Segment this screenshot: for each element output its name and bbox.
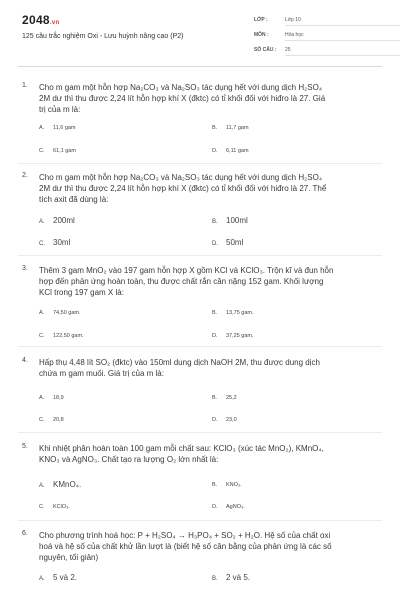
question-number: 2. (22, 172, 28, 179)
option-text: 20,8 (53, 417, 64, 423)
option-text: KMnO₄. (53, 480, 82, 489)
option-label: C. (39, 241, 45, 247)
question-number: 4. (22, 357, 28, 364)
option-text: 6,11 gam (226, 148, 249, 154)
option-text: 11,6 gam (53, 125, 76, 131)
question-line: Thêm 3 gam MnO₂ vào 197 gam hỗn hợp X gồm KCl và KClO₃. Trộn kĩ và đun hỗn (39, 266, 334, 275)
option-label: B. (212, 576, 218, 582)
option-b[interactable] (212, 216, 248, 225)
option-a[interactable] (39, 216, 75, 225)
question-text (39, 265, 379, 298)
question-divider (18, 255, 382, 256)
option-b[interactable] (212, 482, 242, 488)
option-b[interactable] (212, 125, 249, 131)
question-line: hoá và hệ số của chất khử lần lượt là (biết hệ số cân bằng của phản ứng là các số (39, 542, 332, 551)
option-label: D. (212, 333, 218, 339)
option-a[interactable] (39, 310, 81, 316)
option-text: 25,2 (226, 395, 237, 401)
option-label: C. (39, 148, 45, 154)
question-text (39, 443, 379, 465)
option-label: D. (212, 148, 218, 154)
question-line: nguyên, tối giản) (39, 553, 99, 562)
question-text (39, 357, 379, 379)
option-a[interactable] (39, 573, 77, 582)
option-text: 23,0 (226, 417, 237, 423)
option-d[interactable] (212, 148, 249, 154)
header-divider (18, 66, 382, 67)
option-text: AgNO₃. (226, 504, 245, 510)
option-label: D. (212, 504, 218, 510)
option-label: A. (39, 576, 45, 582)
document-title: 125 câu trắc nghiệm Oxi - Lưu huỳnh nâng cao (P2) (22, 33, 184, 40)
question-line: KCl trong 197 gam X là: (39, 288, 124, 297)
site-logo[interactable] (22, 13, 59, 27)
option-d[interactable] (212, 417, 237, 423)
option-text: 37,25 gam. (226, 333, 254, 339)
question-divider (18, 346, 382, 347)
option-label: B. (212, 395, 218, 401)
option-label: A. (39, 310, 45, 316)
option-label: D. (212, 241, 218, 247)
question-line: Cho m gam một hỗn hợp Na₂CO₃ và Na₂SO₃ tác dụng hết với dung dịch H₂SO₄ (39, 173, 323, 182)
option-c[interactable] (39, 238, 70, 247)
meta-value: 25 (285, 47, 400, 56)
option-c[interactable] (39, 417, 64, 423)
meta-value: Lớp 10 (285, 17, 400, 26)
question-text (39, 530, 379, 563)
option-d[interactable] (212, 238, 243, 247)
option-text: 5 và 2. (53, 573, 78, 582)
question-line: Cho phương trình hoá học: P + H₂SO₄ → H₃PO₄ + SO₂ + H₂O. Hệ số của chất oxi (39, 531, 331, 540)
meta-value: Hóa học (285, 32, 400, 41)
option-label: A. (39, 483, 45, 489)
option-a[interactable] (39, 395, 64, 401)
question-number: 6. (22, 530, 28, 537)
meta-key: LỚP : (254, 17, 268, 23)
option-a[interactable] (39, 480, 81, 489)
option-label: A. (39, 125, 45, 131)
option-label: D. (212, 417, 218, 423)
option-text: KNO₃. (226, 482, 242, 488)
question-divider (18, 520, 382, 521)
option-d[interactable] (212, 333, 254, 339)
option-text: 100ml (226, 216, 248, 225)
question-line: 2M dư thì thu được 2,24 lít hỗn hợp khí X (đktc) có tỉ khối đối với hiđro là 27. Thể (39, 184, 327, 193)
logo-text: 2048 (22, 13, 50, 27)
question-line: 2M dư thì thu được 2,24 lít hỗn hợp khí X (đktc) có tỉ khối đối với hiđro là 27. Giá (39, 94, 326, 103)
question-line: Hấp thụ 4,48 lít SO₂ (đktc) vào 150ml dung dịch NaOH 2M, thu được dung dịch (39, 358, 320, 367)
option-c[interactable] (39, 504, 70, 510)
question-number: 3. (22, 265, 28, 272)
question-line: tích axit đã dùng là: (39, 195, 109, 204)
option-c[interactable] (39, 148, 76, 154)
option-text: 200ml (53, 216, 75, 225)
option-label: B. (212, 219, 218, 225)
option-d[interactable] (212, 504, 245, 510)
option-label: A. (39, 219, 45, 225)
option-b[interactable] (212, 573, 250, 582)
question-line: chứa m gam muối. Giá trị của m là: (39, 369, 164, 378)
option-text: 122,50 gam. (53, 333, 84, 339)
logo-suffix: .vn (49, 20, 60, 26)
option-text: 74,50 gam. (53, 310, 81, 316)
question-text (39, 172, 379, 205)
option-text: 18,9 (53, 395, 64, 401)
question-text (39, 82, 379, 115)
option-text: 13,75 gam. (226, 310, 254, 316)
option-text: 50ml (226, 238, 244, 247)
option-label: A. (39, 395, 45, 401)
question-number: 1. (22, 82, 28, 89)
option-b[interactable] (212, 395, 237, 401)
option-label: B. (212, 310, 218, 316)
option-label: C. (39, 333, 45, 339)
option-label: C. (39, 417, 45, 423)
option-text: 11,7 gam (226, 125, 249, 131)
question-line: KNO₃ và AgNO₃. Chất tạo ra lượng O₂ lớn nhất là: (39, 455, 219, 464)
document-header (0, 0, 400, 66)
question-line: trị của m là: (39, 105, 81, 114)
question-line: Khi nhiệt phân hoàn toàn 100 gam mỗi chất sau: KClO₃ (xúc tác MnO₂), KMnO₄, (39, 444, 324, 453)
option-a[interactable] (39, 125, 76, 131)
question-line: Cho m gam một hỗn hợp Na₂CO₃ và Na₂SO₃ tác dụng hết với dung dịch H₂SO₄ (39, 83, 323, 92)
question-number: 5. (22, 443, 28, 450)
option-text: 2 và 5. (226, 573, 251, 582)
meta-key: SỐ CÂU : (254, 47, 277, 53)
question-divider (18, 163, 382, 164)
option-label: C. (39, 504, 45, 510)
question-line: hợp đến phản ứng hoàn toàn, thu được chất rắn cân nặng 152 gam. Khối lượng (39, 277, 324, 286)
option-b[interactable] (212, 310, 254, 316)
option-label: B. (212, 125, 218, 131)
meta-key: MÔN : (254, 32, 269, 38)
option-text: KClO₃. (53, 504, 70, 510)
option-c[interactable] (39, 333, 84, 339)
question-divider (18, 432, 382, 433)
option-text: 61,1 gam (53, 148, 76, 154)
option-text: 30ml (53, 238, 71, 247)
option-label: B. (212, 482, 218, 488)
